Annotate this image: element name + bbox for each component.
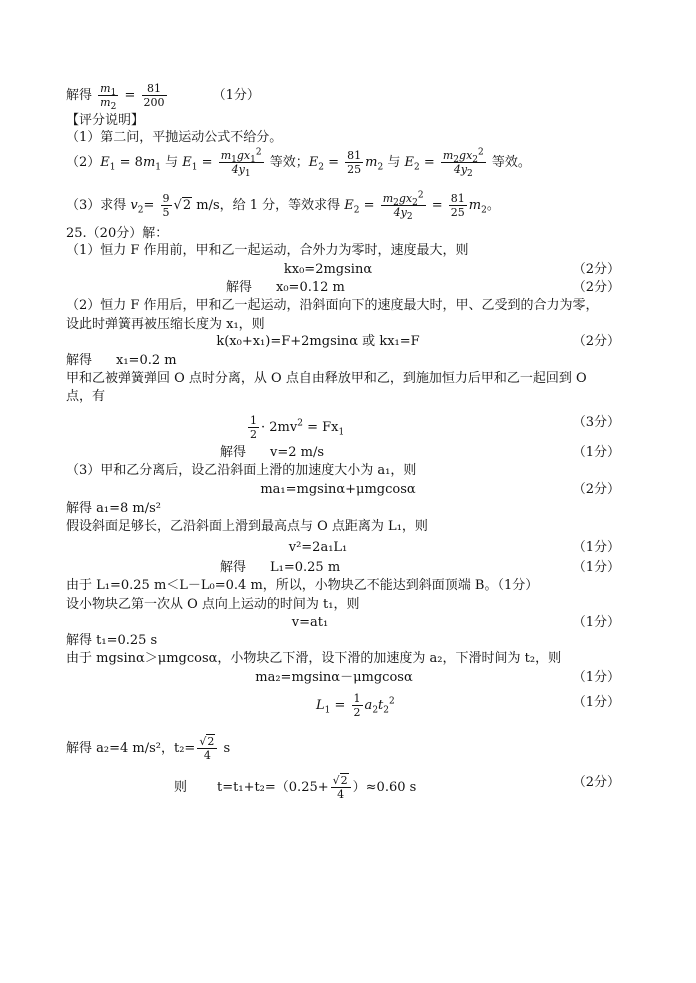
sqrt-2: 2 (182, 198, 192, 213)
part-1-text: （1）恒力 F 作用前，甲和乙一起运动，合外力为零时，速度最大，则 (66, 243, 469, 258)
fraction-half: $\frac{1}{2}$ (250, 414, 257, 441)
score: （2分） (572, 775, 620, 790)
solve-a1: 解得 a₁=8 m/s² (66, 501, 161, 516)
time-setup-text: 设小物块乙第一次从 O 点向上运动的时间为 t₁，则 (66, 597, 360, 612)
score: （1分） (572, 560, 620, 575)
label-jiede: 解得 (66, 88, 93, 103)
energy-fraction-2: $\frac{m_2gx_2^2}{4y_2}$ (442, 147, 484, 180)
fraction-9-5: $\frac{9}{5}$ (162, 192, 170, 219)
final-result: 则 t=t₁+t₂=（0.25+ $\frac{√2}{4}$ ）≈0.60 s (174, 774, 417, 801)
note-2: $(2)E_1 = 8m_1$ 与 $E_1$ = $\frac{m_1gx_1^2}{4y_1}$ 等效；$E_2$ = $\frac{81}{25}$ $m_2$ 与 $E_2$ = $\frac{m_2gx_2^2}{4y_2}$ 等效。 (66, 147, 531, 180)
separation-text: 甲和乙被弹簧弹回 O 点时分离，从 O 点自由释放甲和乙，到施加恒力后甲和乙一起回到 O (66, 371, 587, 386)
equation-5: v²=2a₁L₁ (288, 540, 348, 555)
fraction-sqrt2-4: $\frac{√2}{4}$ (197, 735, 217, 762)
part-3-text: （3）甲和乙分离后，设乙沿斜面上滑的加速度大小为 a₁，则 (66, 463, 417, 478)
score: （1分） (572, 540, 620, 555)
comparison-text: 由于 L₁=0.25 m＜L－L₀=0.4 m，所以，小物块乙不能达到斜面顶端 B。（1分） (66, 578, 539, 593)
fraction-81-25: $\frac{81}{25}$ (347, 149, 362, 176)
score: （1分） (572, 695, 620, 710)
equation-8: $L_1$ = $\frac{1}{2}$ $a_2t_2^2$ (316, 692, 395, 719)
score: （1分） (212, 88, 260, 103)
problem-header: 25.（20分）解： (66, 226, 169, 241)
mass-ratio-fraction: $\frac{m_1}{m_2}$ (100, 82, 117, 113)
score: （2分） (572, 280, 620, 295)
equation-1: kx₀=2mgsinα (283, 262, 373, 277)
score: （1分） (572, 445, 620, 460)
solve-x1: 解得 x₁=0.2 m (66, 353, 177, 368)
part-2-text: （2）恒力 F 作用后，甲和乙一起运动，沿斜面向下的速度最大时，甲、乙受到的合力为零， (66, 298, 599, 313)
score: （2分） (572, 262, 620, 277)
equation-7: ma₂=mgsinα－μmgcosα (255, 670, 413, 685)
solve-x0: 解得 x₀=0.12 m (226, 280, 345, 295)
note-1: （1）第二问，平抛运动公式不给分。 (66, 130, 283, 145)
equation-3: $\frac{1}{2}$ · $2mv^2 = Fx_1$ (250, 414, 345, 441)
solve-a2-t2: 解得 a₂=4 m/s²，t₂= $\frac{√2}{4}$ s (66, 735, 231, 762)
equation-6: v=at₁ (291, 615, 329, 630)
result-mass-ratio: 解得 $\frac{m_1}{m_2}$ = $\frac{81}{200}$ （1分） (66, 82, 260, 113)
score: （2分） (572, 482, 620, 497)
energy-fraction-3: $\frac{m_2gx_2^2}{4y_2}$ (382, 190, 424, 223)
score: （1分） (572, 670, 620, 685)
score: （3分） (572, 415, 620, 430)
solve-t1: 解得 t₁=0.25 s (66, 633, 158, 648)
part-2-text-cont: 设此时弹簧再被压缩长度为 x₁，则 (66, 317, 265, 332)
energy-fraction-1: $\frac{m_1gx_1^2}{4y_1}$ (220, 147, 262, 180)
solve-v: 解得 v=2 m/s (220, 445, 325, 460)
note-3: （3）求得 $v_2=$ $\frac{9}{5}$ √2 m/s，给 1 分，等效求得 $E_2$ = $\frac{m_2gx_2^2}{4y_2}$ = $\frac{81}{25}$ $m_2$。 (66, 190, 500, 223)
fraction-half-b: $\frac{1}{2}$ (353, 692, 361, 719)
value-fraction: $\frac{81}{200}$ (143, 82, 165, 109)
fraction-sqrt2-4-b: $\frac{√2}{4}$ (331, 774, 351, 801)
assumption-text: 假设斜面足够长，乙沿斜面上滑到最高点与 O 点距离为 L₁，则 (66, 519, 428, 534)
score: （2分） (572, 334, 620, 349)
solve-L1: 解得 L₁=0.25 m (220, 560, 341, 575)
downslide-text: 由于 mgsinα＞μmgcosα，小物块乙下滑，设下滑的加速度为 a₂，下滑时间为 t₂，则 (66, 651, 562, 666)
fraction-81-25-b: $\frac{81}{25}$ (450, 192, 465, 219)
section-heading: 【评分说明】 (66, 113, 145, 128)
score: （1分） (572, 615, 620, 630)
separation-text-cont: 点，有 (66, 389, 106, 404)
equation-2: k(x₀+x₁)=F+2mgsinα 或 kx₁=F (216, 334, 420, 349)
equation-4: ma₁=mgsinα+μmgcosα (260, 482, 416, 497)
